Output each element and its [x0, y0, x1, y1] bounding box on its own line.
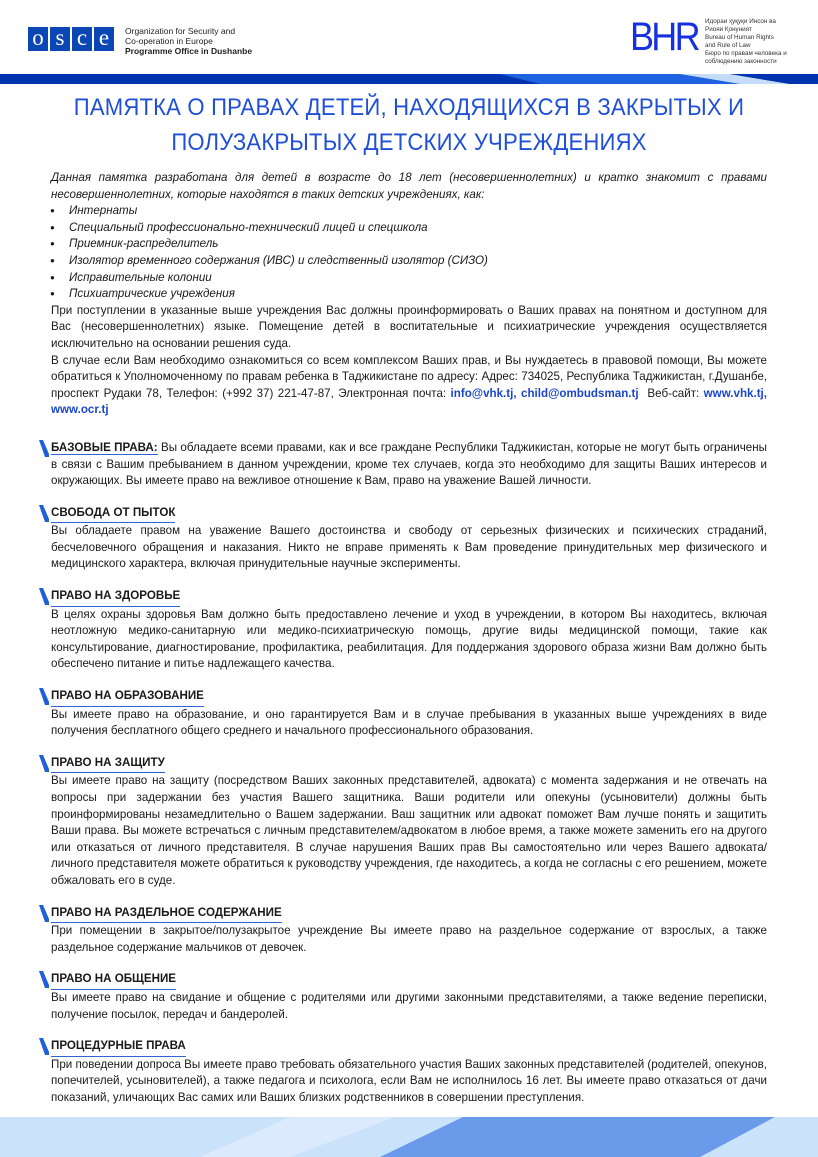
bhr-line: and Rule of Law — [705, 42, 751, 49]
section-marker-icon — [35, 1038, 49, 1055]
osce-office-name: Programme Office in Dushanbe — [125, 46, 253, 56]
bhr-line: Идораи ҳуқуқи Инсон ва — [705, 18, 776, 25]
bhr-logo: BHR — [630, 15, 698, 59]
section-body: Вы имеете право на защиту (посредством Ваших законных представителей, адвоката) с момента задержания и не отвечать на вопросы при задержании без участия Вашего защитника. Ваши родители или опекуны (усыновители) должны быть проинформированы незамедлительно о Вашем задержании. Ваш защитник или адвокат поможет Вам лучше понять и защитить Ваши права. Вы можете встречаться с личным представителем/адвокатом в любое время, а также можете заменить его на другого или отказаться от личного представителя. В случае нарушения Ваших прав Вы самостоятельно или через Вашего адвоката/личного представителя можете обратиться к руководству учреждения, где находитесь, а когда не согласны с его решением, можете обжаловать его в суде. — [51, 774, 767, 887]
osce-letter: c — [72, 27, 92, 51]
section-heading: ПРАВО НА ЗДОРОВЬЕ — [51, 588, 180, 607]
section-body: В целях охраны здоровья Вам должно быть предоставлено лечение и уход в учреждении, в котором Вы находитесь, включая неотложную медико-санитарную или медико-психиатрическую помощь, другие виды медицинской помощи, такие как консультирование, диагностирование, профилактика, реабилитация. Для поддержания здорового образа жизни Вам должно быть обеспечено питание и питье надлежащего качества. — [51, 607, 767, 671]
osce-letter: e — [94, 27, 114, 51]
bhr-line: соблюдению законности — [705, 58, 777, 65]
title-line: ПАМЯТКА О ПРАВАХ ДЕТЕЙ, НАХОДЯЩИХСЯ В ЗАКРЫТЫХ И — [73, 94, 745, 121]
osce-logo — [28, 27, 114, 51]
intro-lead: Данная памятка разработана для детей в возрасте до 18 лет (несовершеннолетних) и кратко знакомит с правами несовершеннолетних, которые находятся в таких детских учреждениях, как: — [51, 171, 767, 201]
section-right-to-health — [51, 588, 767, 673]
title-line: ПОЛУЗАКРЫТЫХ ДЕТСКИХ УЧРЕЖДЕНИЯХ — [171, 129, 647, 156]
list-item: ● Изолятор временного содержания (ИВС) и следственный изолятор (СИЗО) — [51, 253, 767, 270]
website-link-ocr[interactable]: www.ocr.tj — [51, 403, 109, 417]
intro-section — [51, 170, 767, 419]
section-marker-icon — [35, 755, 49, 772]
header-band — [0, 74, 818, 84]
section-heading: ПРАВО НА ЗАЩИТУ — [51, 755, 165, 774]
email-link-info[interactable]: info@vhk.tj, — [450, 386, 517, 400]
list-item: ● Психиатрические учреждения — [51, 286, 767, 303]
section-heading: ПРАВО НА РАЗДЕЛЬНОЕ СОДЕРЖАНИЕ — [51, 905, 282, 924]
section-right-to-communication — [51, 971, 767, 1023]
bhr-line: Бюро по правам человека и — [705, 50, 787, 57]
bhr-line: Bureau of Human Rights — [705, 34, 774, 41]
page-title — [33, 90, 786, 160]
institution-list — [51, 203, 767, 303]
section-body: Вы обладаете правом на уважение Вашего достоинства и свободу от серьезных физических и психических страданий, бесчеловечного обращения и наказания. Никто не вправе применять к Вам проведение принудительных мер физического и медицинского характера, включая принудительные научные эксперименты. — [51, 524, 767, 571]
document-body — [51, 170, 767, 1107]
section-marker-icon — [35, 688, 49, 705]
section-marker-icon — [35, 440, 49, 457]
bhr-organization-name — [705, 18, 787, 66]
bhr-line: Риояи Қонуният — [705, 26, 752, 33]
section-right-to-education — [51, 688, 767, 740]
section-heading: ПРАВО НА ОБЩЕНИЕ — [51, 971, 176, 990]
footer-band — [0, 1117, 818, 1157]
osce-organization-name — [125, 26, 252, 56]
osce-letter: s — [50, 27, 70, 51]
section-body: Вы имеете право на свидание и общение с родителями или другими законными представителями, а также ведение переписки, получение посылок, передач и бандеролей. — [51, 990, 767, 1021]
section-marker-icon — [35, 905, 49, 922]
section-body: Вы имеете право на образование, и оно гарантируется Вам и в случае пребывания в указанных выше учреждениях в виде получения бесплатного общего среднего и начального профессионального образования. — [51, 707, 767, 738]
page-header — [0, 0, 818, 74]
website-link-vhk[interactable]: www.vhk.tj, — [703, 386, 768, 400]
email-link-child[interactable]: child@ombudsman.tj — [521, 386, 639, 400]
section-marker-icon — [35, 971, 49, 988]
list-item: ● Интернаты — [51, 203, 767, 220]
website-label: Веб-сайт: — [638, 386, 704, 400]
list-item: ● Исправительные колонии — [51, 270, 767, 287]
osce-letter: o — [28, 27, 48, 51]
list-item: ● Специальный профессионально-технический лицей и спецшкола — [51, 220, 767, 237]
list-item: ● Приемник-распределитель — [51, 236, 767, 253]
section-body: Вы обладаете всеми правами, как и все граждане Республики Таджикистан, которые не могут быть ограничены в связи с Вашим пребыванием в данном учреждении, кроме тех случаев, когда это необходимо для защиты Ваших интересов и окружающих. Вы имеете право на вежливое отношение к Вам, право на уважение Вашей личности. — [51, 440, 767, 488]
section-marker-icon — [35, 588, 49, 605]
contact-text: В случае если Вам необходимо ознакомиться со всем комплексом Ваших прав, и Вы нуждаетесь в правовой помощи, Вы можете обратиться к Уполномоченному по правам ребенка в Таджикистане по адресу: Адрес: 734025, Республика Таджикистан, г.Душанбе, проспект Рудаки 78, Телефон: (+992 37) 221-47-87, Электронная почта: — [51, 353, 767, 400]
section-heading: БАЗОВЫЕ ПРАВА: — [51, 440, 158, 454]
osce-line: Co-operation in Europe — [125, 36, 213, 46]
contact-paragraph — [51, 353, 767, 419]
section-procedural-rights — [51, 1038, 767, 1106]
osce-line: Organization for Security and — [125, 26, 236, 36]
intro-paragraph: При поступлении в указанные выше учреждения Вас должны проинформировать о Ваших правах на понятном и доступном для Вас (несовершеннолетних) языке. Помещение детей в воспитательные и психиатрические учреждения осуществляется исключительно на основании решения суда. — [51, 303, 767, 350]
section-freedom-from-torture — [51, 505, 767, 573]
section-right-to-defense — [51, 755, 767, 890]
section-heading: ПРАВО НА ОБРАЗОВАНИЕ — [51, 688, 204, 707]
section-body: При помещении в закрытое/полузакрытое учреждение Вы имеете право на раздельное содержание от взрослых, а также раздельное содержание мальчиков от девочек. — [51, 924, 767, 954]
section-basic-rights — [51, 440, 767, 490]
section-separate-detention — [51, 905, 767, 957]
section-heading: СВОБОДА ОТ ПЫТОК — [51, 505, 175, 524]
section-body: При поведении допроса Вы имеете право требовать обязательного участия Ваших законных представителей (родителей, опекунов, попечителей, усыновителей), а также педагога и психолога, если Вам не исполнилось 16 лет. Вы имеете право отказаться от дачи показаний, уличающих Вас самих или Ваших близких родственников в совершении преступления. — [51, 1057, 767, 1104]
section-heading: ПРОЦЕДУРНЫЕ ПРАВА — [51, 1038, 186, 1057]
section-marker-icon — [35, 505, 49, 522]
